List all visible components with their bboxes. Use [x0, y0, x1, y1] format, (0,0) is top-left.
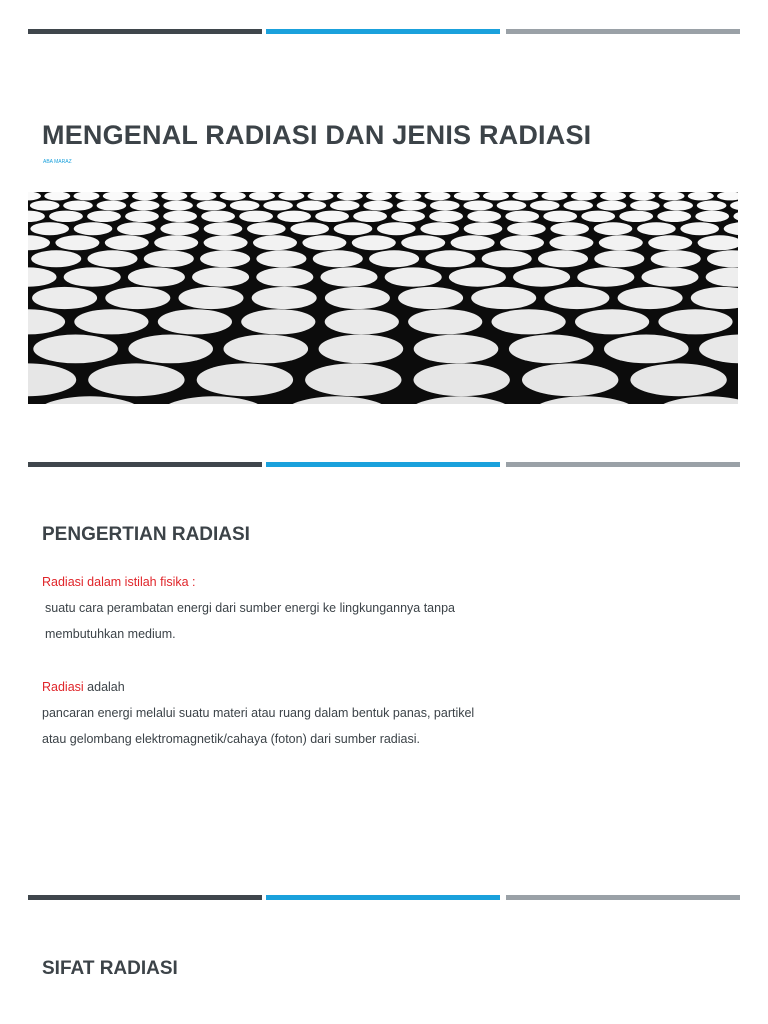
term-highlight: Radiasi — [42, 680, 84, 694]
accent-bar-dark — [28, 29, 262, 34]
definition-text: membutuhkan medium. — [45, 627, 176, 641]
body-text: pancaran energi melalui suatu materi atau ruang dalam bentuk panas, partikel — [42, 706, 475, 720]
accent-bar-gray — [506, 29, 740, 34]
accent-bar-blue — [266, 462, 500, 467]
accent-bar-dark — [28, 895, 262, 900]
section-heading: SIFAT RADIASI — [42, 958, 178, 979]
accent-bar-gray — [506, 462, 740, 467]
body-text: atau gelombang elektromagnetik/cahaya (foton) dari sumber radiasi. — [42, 732, 420, 746]
accent-bar-blue — [266, 29, 500, 34]
accent-bar-gray — [506, 895, 740, 900]
accent-bar-dark — [28, 462, 262, 467]
accent-bar-blue — [266, 895, 500, 900]
definition-label: Radiasi dalam istilah fisika : — [42, 575, 196, 589]
accent-bars — [28, 462, 740, 467]
term-rest: adalah — [83, 680, 125, 694]
accent-bars — [28, 895, 740, 900]
slide-title: MENGENAL RADIASI DAN JENIS RADIASI — [42, 120, 592, 150]
section-heading: PENGERTIAN RADIASI — [42, 524, 250, 545]
slide-author: ABA MARAZ — [43, 159, 72, 165]
term-line — [42, 680, 125, 694]
hero-image — [28, 192, 738, 404]
definition-text: suatu cara perambatan energi dari sumber energi ke lingkungannya tanpa — [45, 601, 455, 615]
accent-bars — [28, 29, 740, 34]
